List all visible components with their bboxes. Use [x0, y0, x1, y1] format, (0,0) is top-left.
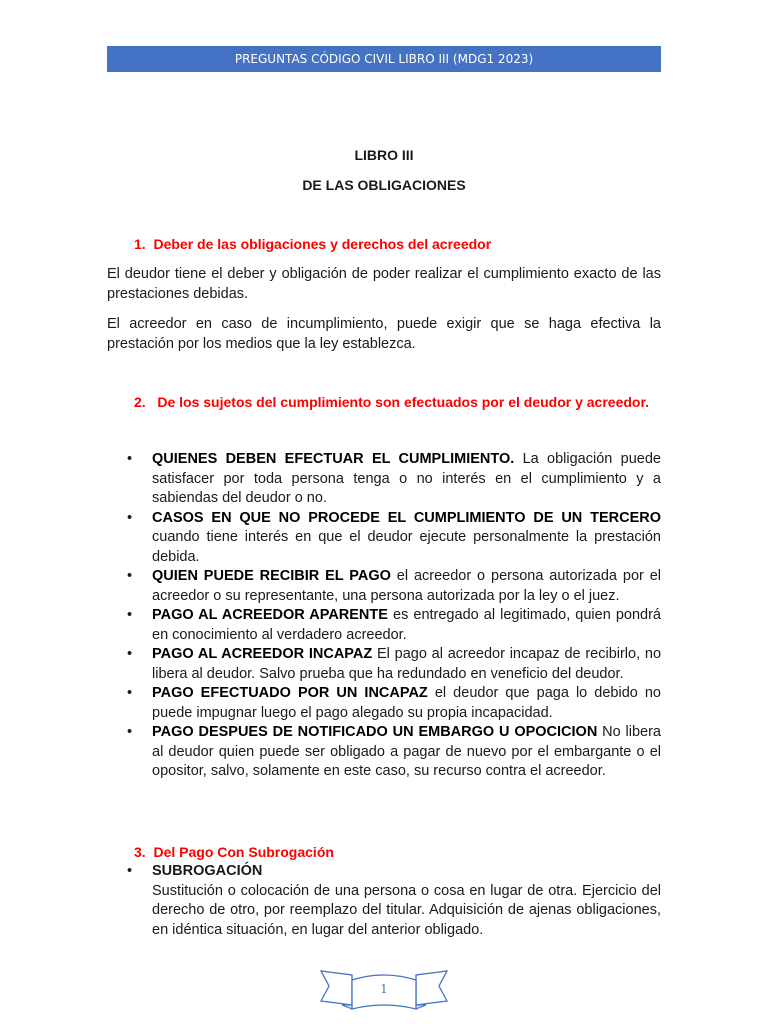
- bullet-icon: •: [127, 509, 133, 526]
- list-item: [127, 450, 661, 509]
- subrogation-term: SUBROGACIÓN: [152, 863, 263, 879]
- section-1-paragraph-2: El acreedor en caso de incumplimiento, puede exigir que se haga efectiva la prestación por los medios que la ley establezca.: [107, 316, 661, 352]
- section-2-heading: [134, 392, 661, 413]
- list-item-term: QUIEN PUEDE RECIBIR EL PAGO: [152, 568, 391, 584]
- list-item-text: cuando tiene interés en que el deudor ejecute personalmente la prestación debida.: [152, 529, 661, 565]
- section-1-heading: [134, 234, 491, 255]
- list-item-text: La obligación puede satisfacer por toda persona tenga o no interés en el cumplimiento y a sabiendas del deudor o no.: [152, 451, 661, 506]
- page-number: 1: [380, 982, 388, 996]
- list-item: [127, 684, 661, 723]
- bullet-icon: •: [127, 863, 133, 879]
- section-1-paragraph-1: El deudor tiene el deber y obligación de poder realizar el cumplimiento exacto de las prestaciones debidas.: [107, 266, 661, 302]
- list-item: [127, 645, 661, 684]
- list-item: [127, 862, 661, 882]
- section-1-number: 1.: [134, 236, 146, 252]
- bullet-icon: •: [127, 568, 133, 584]
- page-header-band: [107, 46, 661, 72]
- list-item-text: es entregado al legitimado, quien pondrá en conocimiento al verdadero acreedor.: [152, 607, 661, 643]
- bullet-icon: •: [127, 646, 133, 662]
- list-item: [127, 509, 661, 568]
- section-3-title: Del Pago Con Subrogación: [153, 844, 334, 860]
- subrogation-definition: Sustitución o colocación de una persona o cosa en lugar de otra. Ejercicio del derecho de otro, por reemplazo del titular. Adquisición de ajenas obligaciones, en idéntica situación, en lugar del anterior obligado.: [152, 882, 661, 938]
- list-item-text: No libera al deudor quien puede ser obligado a pagar de nuevo por el embargante o el opositor, salvo, solamente en este caso, su recurso contra el acreedor.: [152, 724, 661, 779]
- book-title: LIBRO III: [354, 147, 414, 163]
- subject-title: DE LAS OBLIGACIONES: [302, 177, 466, 193]
- list-item-text: El pago al acreedor incapaz de recibirlo, no libera al deudor. Salvo prueba que ha redundado en veneficio del deudor.: [152, 646, 662, 682]
- section-3-list: [127, 862, 661, 940]
- list-item-text: el deudor que paga lo debido no puede impugnar luego el pago alegado su propia incapacidad.: [152, 685, 661, 721]
- section-3-heading: [134, 842, 334, 863]
- list-item-term: PAGO AL ACREEDOR APARENTE: [152, 607, 388, 623]
- list-item-term: CASOS EN QUE NO PROCEDE EL CUMPLIMIENTO DE UN TERCERO: [152, 509, 661, 526]
- section-2-list: [127, 450, 661, 782]
- list-item: [127, 606, 661, 645]
- section-3-number: 3.: [134, 844, 146, 860]
- list-item-term: PAGO AL ACREEDOR INCAPAZ: [152, 646, 373, 662]
- bullet-icon: •: [127, 451, 133, 467]
- section-2-number: 2.: [134, 394, 146, 410]
- bullet-icon: •: [127, 724, 133, 740]
- list-item-term: PAGO EFECTUADO POR UN INCAPAZ: [152, 685, 428, 701]
- header-text: PREGUNTAS CÓDIGO CIVIL LIBRO III (MDG1 2023): [234, 52, 534, 66]
- list-item: [127, 723, 661, 782]
- bullet-icon: •: [127, 607, 133, 623]
- list-item-text: el acreedor o persona autorizada por el acreedor o su representante, una persona autorizada por la ley o el juez.: [152, 568, 661, 604]
- bullet-icon: •: [127, 685, 133, 701]
- list-item-term: QUIENES DEBEN EFECTUAR EL CUMPLIMIENTO.: [152, 451, 515, 467]
- list-item-term: PAGO DESPUES DE NOTIFICADO UN EMBARGO U OPOCICION: [152, 724, 598, 740]
- section-2-title: De los sujetos del cumplimiento son efectuados por el deudor y acreedor.: [157, 394, 650, 410]
- section-1-title: Deber de las obligaciones y derechos del acreedor: [153, 236, 492, 252]
- list-item: [127, 567, 661, 606]
